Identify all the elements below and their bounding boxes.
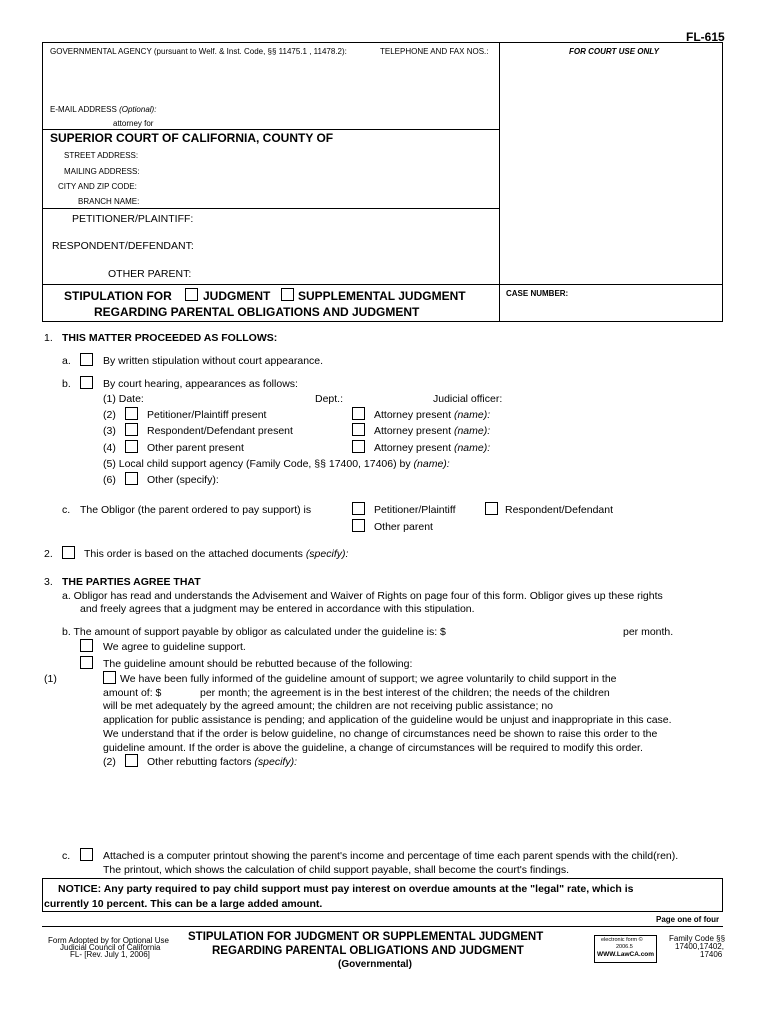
rebut-1-line5: We understand that if the order is below guideline, no change of circumstances need be shown to raise this order to the (103, 728, 658, 740)
family-code-sections: 17400,17402, (675, 942, 724, 951)
respondent-present-checkbox[interactable] (125, 423, 138, 436)
s3-number: 3. (44, 576, 53, 588)
stamp-line1: electronic form © (601, 937, 643, 943)
per-month-label: per month. (623, 626, 674, 638)
city-zip-label: CITY AND ZIP CODE: (58, 182, 137, 191)
obligor-other-parent-label: Other parent (374, 521, 433, 533)
title-supplemental: SUPPLEMENTAL JUDGMENT (298, 289, 466, 303)
divider (42, 284, 723, 285)
petitioner-label: PETITIONER/PLAINTIFF: (72, 213, 194, 225)
other-parent-present-label: Other parent present (147, 442, 244, 454)
s3c-line2: The printout, which shows the calculation of child support payable, shall become the court's findings. (103, 864, 570, 876)
page-number: Page one of four (656, 915, 720, 924)
footer-divider (42, 926, 723, 927)
computer-printout-checkbox[interactable] (80, 848, 93, 861)
court-use-label: FOR COURT USE ONLY (569, 47, 659, 56)
supplemental-judgment-checkbox[interactable] (281, 288, 294, 301)
divider (42, 208, 500, 209)
respondent-attorney-label: Attorney present (name): (374, 425, 491, 437)
judicial-council-label: Judicial Council of California (60, 943, 161, 952)
phone-label: TELEPHONE AND FAX NOS.: (380, 47, 489, 56)
rebut-1-checkbox[interactable] (103, 671, 116, 684)
s1c-letter: c. (62, 504, 71, 516)
stamp-line3: WWW.LawCA.com (597, 951, 655, 958)
s1a-text: By written stipulation without court appearance. (103, 355, 324, 367)
guideline-support-checkbox[interactable] (80, 639, 93, 652)
form-number: FL-615 (686, 30, 725, 44)
r6-number: (6) (103, 474, 116, 486)
obligor-petitioner-checkbox[interactable] (352, 502, 365, 515)
s3-title: THE PARTIES AGREE THAT (62, 576, 201, 588)
respondent-attorney-checkbox[interactable] (352, 423, 365, 436)
rebut-1-line4: application for public assistance is pending; and application of the guideline would be unjust and inappropriate in this case. (103, 714, 672, 726)
dept-label: Dept.: (315, 393, 344, 405)
respondent-present-label: Respondent/Defendant present (147, 425, 293, 437)
email-label: E-MAIL ADDRESS (Optional): (50, 105, 157, 114)
branch-name-label: BRANCH NAME: (78, 197, 140, 206)
s3c-letter: c. (62, 850, 71, 862)
attached-documents-checkbox[interactable] (62, 546, 75, 559)
court-hearing-checkbox[interactable] (80, 376, 93, 389)
mailing-address-label: MAILING ADDRESS: (64, 167, 140, 176)
s2-text: This order is based on the attached documents (specify): (84, 548, 349, 560)
rebut-2-number: (2) (103, 756, 116, 768)
amount-of-label: amount of: $ (103, 687, 162, 699)
rebut-1-line1: We have been fully informed of the guideline amount of support; we agree voluntarily to child support in the (120, 673, 617, 685)
obligor-petitioner-label: Petitioner/Plaintiff (374, 504, 456, 516)
notice-line1: NOTICE: Any party required to pay child support must pay interest on overdue amounts at the "legal" rate, which is (58, 883, 634, 895)
notice-line2: currently 10 percent. This can be a large added amount. (44, 898, 323, 910)
case-number-label: CASE NUMBER: (506, 289, 569, 298)
revision-label: FL- [Rev. July 1, 2006] (70, 950, 150, 959)
rebut-checkbox[interactable] (80, 656, 93, 669)
s1a-letter: a. (62, 355, 71, 367)
guideline-support-label: We agree to guideline support. (103, 641, 246, 653)
petitioner-present-checkbox[interactable] (125, 407, 138, 420)
rebut-1-line6: guideline amount. If the order is above the guideline, a change of circumstances will be required to modify this order. (103, 742, 643, 754)
r2-number: (2) (103, 409, 116, 421)
petitioner-present-label: Petitioner/Plaintiff present (147, 409, 267, 421)
court-use-box[interactable] (499, 42, 723, 322)
hearing-date-label: (1) Date: (103, 393, 144, 405)
s3c-line1: Attached is a computer printout showing the parent's income and percentage of time each parent spends with the child(ren). (103, 850, 679, 862)
street-address-label: STREET ADDRESS: (64, 151, 139, 160)
s3a-line2: and freely agrees that a judgment may be entered in accordance with this stipulation. (80, 603, 475, 615)
family-code-section-2: 17406 (700, 950, 723, 959)
judicial-officer-label: Judicial officer: (433, 393, 503, 405)
form-adopted-label: Form Adopted by for Optional Use (48, 936, 169, 945)
footer-title-line2: REGARDING PARENTAL OBLIGATIONS AND JUDGMENT (212, 945, 524, 957)
s1-number: 1. (44, 332, 53, 344)
other-specify-label: Other (specify): (147, 474, 219, 486)
s3b-line: b. The amount of support payable by obligor as calculated under the guideline is: $ (62, 626, 446, 638)
s3a-line1: a. Obligor has read and understands the Advisement and Waiver of Rights on page four of this form. Obligor gives up these rights (62, 590, 663, 602)
rebut-1-line2: per month; the agreement is in the best interest of the children; the needs of the children (200, 687, 610, 699)
obligor-respondent-checkbox[interactable] (485, 502, 498, 515)
other-parent-label: OTHER PARENT: (108, 268, 192, 280)
local-agency-label: (5) Local child support agency (Family Code, §§ 17400, 17406) by (name): (103, 458, 450, 470)
other-checkbox[interactable] (125, 472, 138, 485)
r3-number: (3) (103, 425, 116, 437)
title-stipulation-for: STIPULATION FOR (64, 289, 172, 303)
court-name: SUPERIOR COURT OF CALIFORNIA, COUNTY OF (50, 131, 334, 145)
obligor-respondent-label: Respondent/Defendant (505, 504, 613, 516)
other-rebutting-label: Other rebutting factors (specify): (147, 756, 297, 768)
footer-title-line3: (Governmental) (338, 959, 412, 970)
rebut-1-number: (1) (44, 673, 57, 685)
stamp-line2: 2006.5 (616, 944, 633, 950)
petitioner-attorney-checkbox[interactable] (352, 407, 365, 420)
attorney-for-label: attorney for (113, 119, 154, 128)
title-line2: REGARDING PARENTAL OBLIGATIONS AND JUDGMENT (94, 305, 420, 319)
family-code-label: Family Code §§ (669, 934, 726, 943)
rebut-1-line3: will be met adequately by the agreed amount; the children are not receiving public assistance; no (103, 700, 554, 712)
s1b-letter: b. (62, 378, 71, 390)
r4-number: (4) (103, 442, 116, 454)
title-judgment: JUDGMENT (203, 289, 271, 303)
agency-label: GOVERNMENTAL AGENCY (pursuant to Welf. & Inst. Code, §§ 11475.1 , 11478.2): (50, 47, 347, 56)
respondent-label: RESPONDENT/DEFENDANT: (52, 240, 194, 252)
obligor-other-parent-checkbox[interactable] (352, 519, 365, 532)
other-rebutting-checkbox[interactable] (125, 754, 138, 767)
rebut-label: The guideline amount should be rebutted because of the following: (103, 658, 413, 670)
divider (42, 129, 500, 130)
obligor-label: The Obligor (the parent ordered to pay support) is (80, 504, 312, 516)
s1-title: THIS MATTER PROCEEDED AS FOLLOWS: (62, 332, 278, 344)
written-stipulation-checkbox[interactable] (80, 353, 93, 366)
other-parent-attorney-checkbox[interactable] (352, 440, 365, 453)
other-parent-attorney-label: Attorney present (name): (374, 442, 491, 454)
petitioner-attorney-label: Attorney present (name): (374, 409, 491, 421)
footer-title-line1: STIPULATION FOR JUDGMENT OR SUPPLEMENTAL JUDGMENT (188, 931, 544, 943)
judgment-checkbox[interactable] (185, 288, 198, 301)
s2-number: 2. (44, 548, 53, 560)
s1b-text: By court hearing, appearances as follows: (103, 378, 298, 390)
other-parent-present-checkbox[interactable] (125, 440, 138, 453)
